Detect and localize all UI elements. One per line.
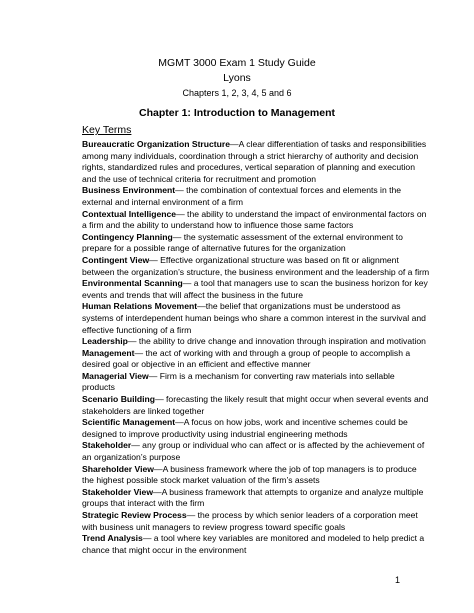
term-entry — [82, 336, 430, 348]
term-name: Management — [82, 347, 135, 358]
term-definition: — a tool where key variables are monitored and modeled to help predict a chance that might occur in the environment — [82, 533, 425, 555]
term-entry — [82, 348, 430, 371]
term-entry — [82, 464, 430, 487]
term-definition: —A business framework that attempts to organize and analyze multiple groups that interact with the firm — [82, 486, 424, 509]
term-name: Shareholder View — [82, 463, 154, 474]
key-terms-heading: Key Terms — [82, 124, 132, 136]
term-entry — [82, 394, 430, 417]
term-name: Trend Analysis — [82, 533, 143, 544]
term-name: Scenario Building — [82, 394, 156, 405]
term-definition: — the ability to drive change and innovation through inspiration and motivation — [127, 336, 426, 347]
term-entry — [82, 209, 430, 232]
term-definition: —A focus on how jobs, work and incentive schemes could be designed to improve productivity using industrial engineering methods — [82, 417, 408, 439]
term-definition: — the act of working with and through a group of people to accomplish a desired goal or objective in an efficient and effective manner — [82, 347, 411, 370]
term-definition: — the ability to understand the impact of environmental factors on a firm and the ability to understand how to influence those same factors — [82, 208, 427, 231]
document-title: MGMT 3000 Exam 1 Study Guide — [158, 57, 316, 69]
term-entry — [82, 533, 430, 556]
document-author: Lyons — [223, 72, 251, 84]
term-entry — [82, 487, 430, 510]
term-entry — [82, 417, 430, 440]
key-terms-list — [82, 139, 430, 556]
term-definition: — any group or individual who can affect or is affected by the achievement of an organization’s purpose — [82, 440, 425, 463]
term-name: Managerial View — [82, 370, 149, 381]
term-definition: —A business framework where the job of top managers is to produce the highest possible stock market valuation of the firm’s assets — [82, 463, 417, 486]
term-definition: — the process by which senior leaders of a corporation meet with business unit managers to review progress toward specific goals — [82, 510, 418, 532]
term-name: Environmental Scanning — [82, 278, 183, 289]
term-definition: — the systematic assessment of the external environment to prepare for a possible range of alternative futures for the organization — [82, 231, 403, 254]
term-name: Stakeholder View — [82, 486, 154, 497]
term-name: Human Relations Movement — [82, 301, 198, 312]
chapters-covered: Chapters 1, 2, 3, 4, 5 and 6 — [182, 88, 292, 98]
term-entry — [82, 139, 430, 185]
term-entry — [82, 510, 430, 533]
term-name: Scientific Management — [82, 417, 176, 428]
term-name: Bureaucratic Organization Structure — [82, 139, 231, 149]
term-entry — [82, 185, 430, 208]
term-entry — [82, 440, 430, 463]
term-entry — [82, 371, 430, 394]
term-name: Contingent View — [82, 254, 150, 265]
page-number: 1 — [395, 575, 401, 585]
term-definition: — the combination of contextual forces and elements in the external and internal environment of a firm — [82, 185, 402, 207]
term-definition: —A clear differentiation of tasks and responsibilities among many individuals, coordination through a strict hierarchy of authority and decision rights, standardized rules and procedures, vertical separation of planning and execution and the use of technical criteria for recruitment and promotion — [82, 139, 427, 184]
term-entry — [82, 232, 430, 255]
term-name: Leadership — [82, 336, 128, 347]
term-name: Contextual Intelligence — [82, 208, 177, 219]
term-definition: — Effective organizational structure was based on fit or alignment between the organization’s structure, the business environment and the leadership of a firm — [82, 254, 430, 277]
term-name: Stakeholder — [82, 440, 132, 451]
term-name: Business Environment — [82, 185, 176, 196]
term-definition: — a tool that managers use to scan the business horizon for key events and trends that will affect the business in the future — [82, 278, 428, 300]
term-entry — [82, 301, 430, 336]
chapter-heading: Chapter 1: Introduction to Management — [138, 107, 335, 119]
term-name: Contingency Planning — [82, 231, 173, 242]
term-entry — [82, 278, 430, 301]
term-definition: —the belief that organizations must be understood as systems of interdependent human beings who share a common interest in the survival and effective functioning of a firm — [82, 301, 426, 335]
term-entry — [82, 255, 430, 278]
term-definition: — Firm is a mechanism for converting raw materials into sellable products — [82, 370, 395, 393]
term-definition: — forecasting the likely result that might occur when several events and stakeholders are linked together — [82, 394, 429, 416]
term-name: Strategic Review Process — [82, 510, 187, 520]
